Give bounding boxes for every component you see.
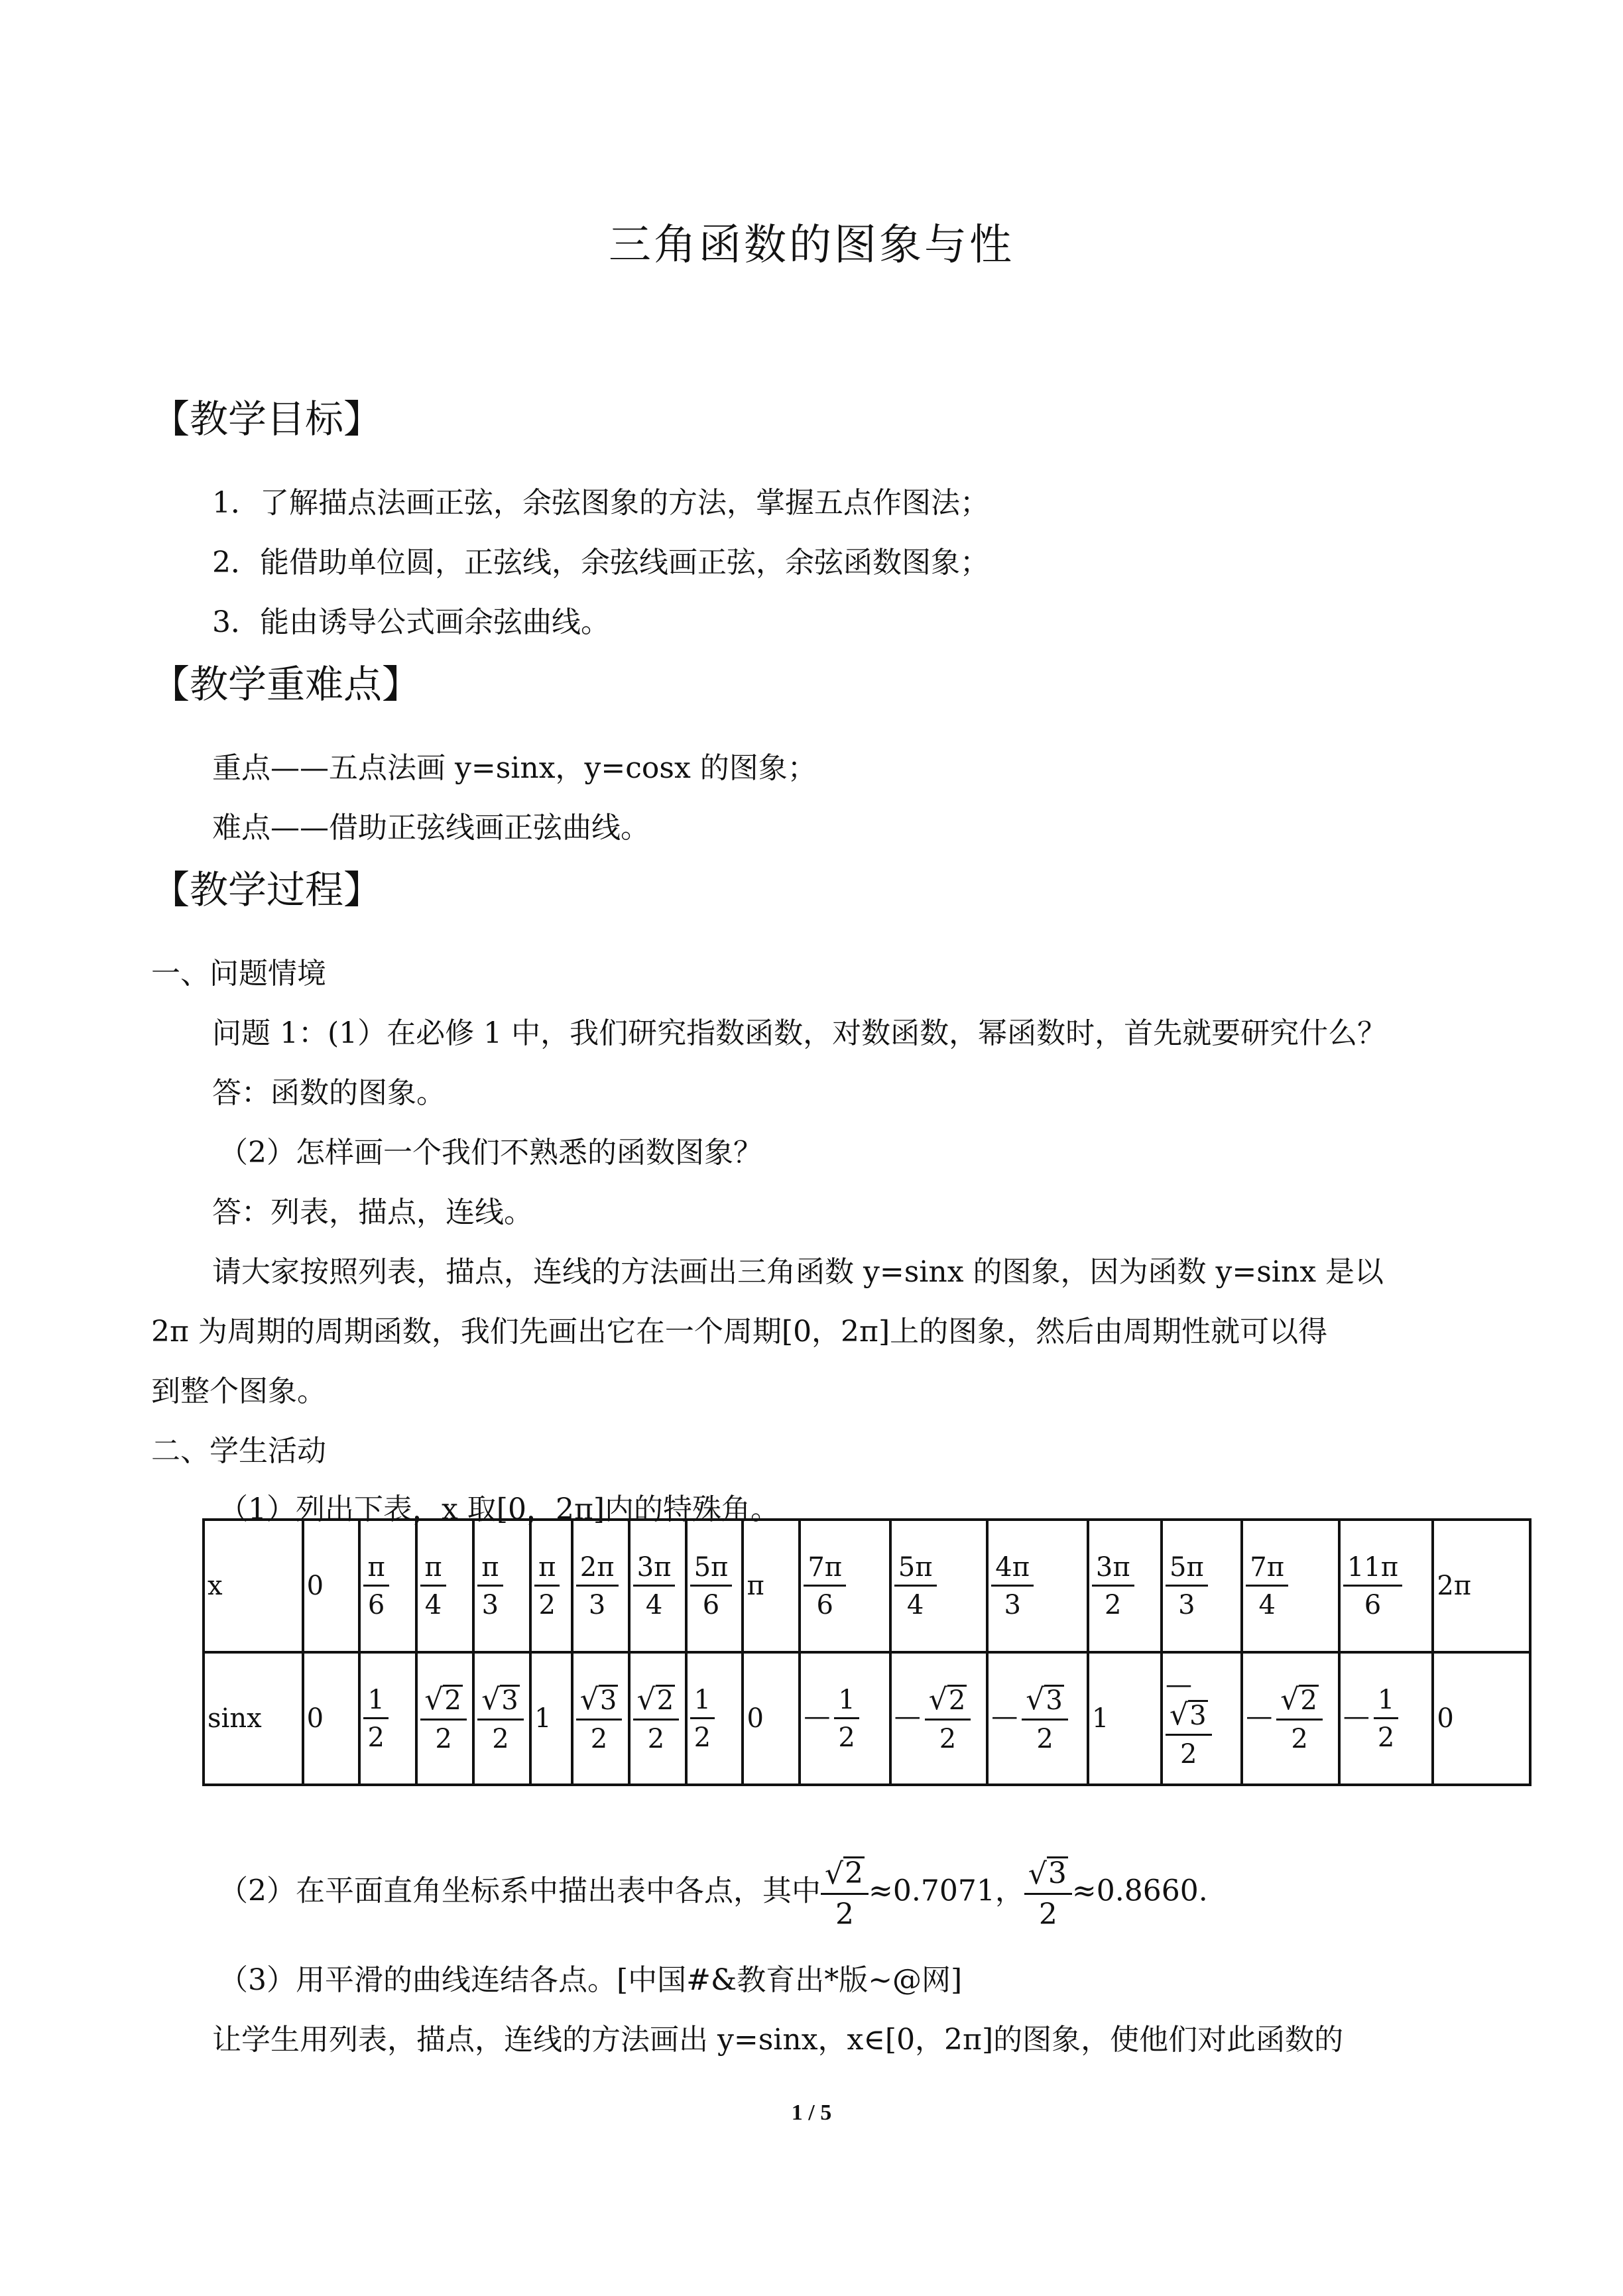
fraction [991, 1551, 1034, 1620]
key-point-2: 难点——借助正弦线画正弦曲线。 [212, 811, 650, 845]
table-cell-x [743, 1520, 800, 1652]
sqrt-symbol: √ [1170, 1698, 1189, 1732]
table-cell-sinx [1339, 1652, 1433, 1785]
table-cell-x [530, 1520, 572, 1652]
table-cell-label-x: x [204, 1520, 303, 1652]
minus-sign: — [804, 1701, 831, 1732]
cell-text: 0 [1437, 1703, 1454, 1734]
radicand: 3 [1189, 1701, 1207, 1731]
denominator: 2 [1291, 1724, 1308, 1754]
denominator: 2 [838, 1722, 855, 1753]
final-line: 让学生用列表，描点，连线的方法画出 y=sinx，x∈[0，2π]的图象，使他们对此函数的 [212, 2023, 1344, 2057]
denominator: 6 [816, 1589, 833, 1620]
denominator: 4 [645, 1589, 663, 1620]
sqrt-symbol: √ [1028, 1857, 1047, 1892]
inline-frac-sqrt2-over-2 [821, 1856, 869, 1932]
heading-key-points: 【教学重难点】 [151, 662, 421, 707]
denominator: 2 [693, 1722, 711, 1753]
fraction [1276, 1685, 1323, 1752]
numerator: 7π [1246, 1554, 1288, 1587]
numerator: 2π [576, 1554, 619, 1587]
table-cell-sinx [629, 1652, 686, 1785]
denominator: 3 [1004, 1589, 1021, 1620]
part1-line-1: 问题 1：(1）在必修 1 中，我们研究指数函数，对数函数，幂函数时，首先就要研究什么？ [212, 1016, 1387, 1050]
table-cell-sinx [1162, 1652, 1242, 1785]
denominator: 3 [481, 1589, 499, 1620]
sqrt-symbol: √ [1280, 1683, 1299, 1717]
part1-line-4: 答：列表，描点，连线。 [212, 1195, 533, 1229]
fraction [1246, 1551, 1288, 1620]
numerator: 5π [690, 1554, 733, 1587]
table-cell-x [800, 1520, 890, 1652]
step-2-value-1: ≈0.7071， [869, 1874, 1024, 1908]
part1-line-3: （2）怎样画一个我们不熟悉的函数图象？ [219, 1136, 762, 1170]
goal-item-1: 1．了解描点法画正弦，余弦图象的方法，掌握五点作图法； [212, 486, 989, 520]
radicand: 2 [1300, 1685, 1317, 1716]
table-cell-sinx [1433, 1652, 1530, 1785]
table-row-x [204, 1520, 1530, 1652]
table-cell-sinx [416, 1652, 473, 1785]
fraction [477, 1551, 503, 1620]
sqrt-symbol: √ [481, 1683, 501, 1717]
numerator: 1 [834, 1687, 859, 1719]
denominator: 2 [939, 1724, 957, 1754]
fraction [925, 1685, 971, 1752]
fraction [1343, 1551, 1402, 1620]
radicand: 2 [845, 1856, 864, 1890]
denominator: 2 [1180, 1739, 1197, 1770]
table-cell-sinx [987, 1652, 1088, 1785]
fraction [1166, 1700, 1212, 1768]
minus-sign: — [894, 1701, 921, 1732]
denominator: 3 [1178, 1589, 1195, 1620]
numerator: π [363, 1554, 389, 1587]
cell-text: 0 [306, 1571, 324, 1601]
fraction [690, 1551, 733, 1620]
denominator: 6 [367, 1589, 385, 1620]
denominator: 2 [538, 1589, 556, 1620]
numerator: π [477, 1554, 503, 1587]
step-2-prefix: （2）在平面直角坐标系中描出表中各点，其中 [219, 1874, 821, 1908]
radicand: 3 [1048, 1856, 1067, 1890]
fraction [576, 1685, 623, 1752]
sqrt-symbol: √ [424, 1683, 444, 1717]
table-row-sinx [204, 1652, 1530, 1785]
fraction [633, 1685, 680, 1752]
radicand: 2 [948, 1685, 966, 1716]
table-cell-x [629, 1520, 686, 1652]
part2-intro: （1）列出下表，x 取[0，2π]内的特殊角。 [219, 1492, 780, 1526]
step-2-value-2: ≈0.8660. [1071, 1874, 1208, 1908]
cell-text: 0 [306, 1703, 324, 1734]
part1-line-2: 答：函数的图象。 [212, 1076, 446, 1110]
numerator: 5π [894, 1554, 937, 1587]
denominator: 2 [1377, 1722, 1395, 1753]
denominator: 4 [424, 1589, 442, 1620]
fraction [477, 1685, 524, 1752]
table-cell-x [1339, 1520, 1433, 1652]
numerator: 1 [363, 1687, 388, 1719]
part2-heading: 二、学生活动 [151, 1434, 326, 1468]
table-cell-x [686, 1520, 743, 1652]
inline-frac-sqrt3-over-2 [1024, 1856, 1072, 1932]
table-cell-x [1433, 1520, 1530, 1652]
fraction [534, 1551, 560, 1620]
heading-goals: 【教学目标】 [151, 396, 383, 442]
table-cell-sinx [686, 1652, 743, 1785]
denominator: 2 [590, 1724, 608, 1754]
fraction [1374, 1684, 1398, 1753]
minus-sign: — [1343, 1701, 1370, 1732]
fraction [363, 1684, 388, 1753]
table-cell-x [572, 1520, 629, 1652]
numerator: π [420, 1554, 446, 1587]
radicand: 3 [599, 1685, 617, 1716]
part1-line-7: 到整个图象。 [151, 1374, 326, 1408]
table-cell-sinx [800, 1652, 890, 1785]
part1-line-5: 请大家按照列表，描点，连线的方法画出三角函数 y=sinx 的图象，因为函数 y=sinx 是以 [212, 1255, 1384, 1289]
radicand: 2 [444, 1685, 461, 1716]
minus-sign: — [1166, 1669, 1193, 1700]
sqrt-numerator [925, 1685, 971, 1721]
numerator: 7π [804, 1554, 846, 1587]
goal-item-3: 3．能由诱导公式画余弦曲线。 [212, 605, 610, 639]
table-cell-sinx [530, 1652, 572, 1785]
table-cell-x [416, 1520, 473, 1652]
fraction [420, 1551, 446, 1620]
denominator: 2 [1036, 1724, 1053, 1754]
denominator: 4 [1258, 1589, 1276, 1620]
fraction [690, 1684, 715, 1753]
sqrt-numerator [1276, 1685, 1323, 1721]
denominator: 2 [647, 1724, 665, 1754]
sqrt-numerator [633, 1685, 680, 1721]
sqrt-numerator [1022, 1685, 1068, 1721]
denominator: 2 [1038, 1898, 1057, 1932]
heading-process: 【教学过程】 [151, 867, 383, 912]
goal-item-2: 2．能借助单位圆，正弦线，余弦线画正弦，余弦函数图象； [212, 546, 989, 579]
radicand: 3 [501, 1685, 518, 1716]
fraction [1022, 1685, 1068, 1752]
fraction [894, 1551, 937, 1620]
cell-text: 1 [1091, 1703, 1109, 1734]
table-cell-sinx [572, 1652, 629, 1785]
fraction [1166, 1551, 1208, 1620]
sqrt-symbol: √ [636, 1683, 656, 1717]
part1-heading: 一、问题情境 [151, 957, 326, 991]
cell-text: 2π [1437, 1571, 1472, 1601]
sqrt-symbol: √ [579, 1683, 599, 1717]
table-cell-sinx [743, 1652, 800, 1785]
table-cell-sinx [890, 1652, 988, 1785]
sqrt-symbol: √ [928, 1683, 947, 1717]
sqrt-numerator [420, 1685, 467, 1721]
denominator: 3 [588, 1589, 606, 1620]
denominator: 4 [906, 1589, 924, 1620]
key-point-1: 重点——五点法画 y=sinx，y=cosx 的图象； [212, 751, 817, 785]
fraction [633, 1551, 676, 1620]
numerator: 5π [1166, 1554, 1208, 1587]
radicand: 2 [656, 1685, 674, 1716]
numerator: 11π [1343, 1554, 1402, 1587]
table-cell-sinx [1088, 1652, 1162, 1785]
sqrt-numerator [1166, 1700, 1212, 1736]
denominator: 2 [1105, 1589, 1122, 1620]
table-cell-sinx [473, 1652, 530, 1785]
table-cell-x [359, 1520, 416, 1652]
table-cell-label-sinx: sinx [204, 1652, 303, 1785]
numerator: 1 [690, 1687, 715, 1719]
part1-line-6: 2π 为周期的周期函数，我们先画出它在一个周期[0，2π]上的图象，然后由周期性就可以得 [151, 1315, 1328, 1349]
table-cell-x [1088, 1520, 1162, 1652]
cell-text: π [747, 1571, 764, 1601]
denominator: 6 [1364, 1589, 1382, 1620]
table-cell-sinx [1242, 1652, 1339, 1785]
fraction [804, 1551, 846, 1620]
fraction [834, 1684, 859, 1753]
fraction [420, 1685, 467, 1752]
denominator: 6 [702, 1589, 720, 1620]
denominator: 2 [435, 1724, 452, 1754]
numerator: 3π [633, 1554, 676, 1587]
numerator: 1 [1374, 1687, 1398, 1719]
table-cell-x [1162, 1520, 1242, 1652]
table-cell-sinx [303, 1652, 360, 1785]
numerator: 3π [1092, 1554, 1134, 1587]
sqrt-symbol: √ [825, 1857, 844, 1892]
sqrt-numerator [576, 1685, 623, 1721]
minus-sign: — [991, 1701, 1018, 1732]
table-cell-x [890, 1520, 988, 1652]
cell-text: 1 [534, 1703, 552, 1734]
cell-text: 0 [747, 1703, 764, 1734]
page-number: 1 / 5 [791, 2100, 832, 2125]
numerator: 4π [991, 1554, 1034, 1587]
table-cell-x [303, 1520, 360, 1652]
denominator: 2 [835, 1898, 855, 1932]
numerator: π [534, 1554, 560, 1587]
denominator: 2 [492, 1724, 509, 1754]
fraction [1092, 1551, 1134, 1620]
fraction [576, 1551, 619, 1620]
table-cell-sinx [359, 1652, 416, 1785]
sin-values-table [202, 1518, 1532, 1786]
step-2-line [219, 1856, 1208, 1932]
step-3-line: （3）用平滑的曲线连结各点。[中国#&教育出*版~@网] [219, 1963, 963, 1997]
page-title: 三角函数的图象与性 [609, 221, 1014, 270]
sqrt-symbol: √ [1026, 1683, 1045, 1717]
table-cell-x [473, 1520, 530, 1652]
sqrt-numerator [477, 1685, 524, 1721]
table-cell-x [987, 1520, 1088, 1652]
table-cell-x [1242, 1520, 1339, 1652]
minus-sign: — [1246, 1701, 1273, 1732]
radicand: 3 [1046, 1685, 1063, 1716]
fraction [363, 1551, 389, 1620]
denominator: 2 [367, 1722, 385, 1753]
